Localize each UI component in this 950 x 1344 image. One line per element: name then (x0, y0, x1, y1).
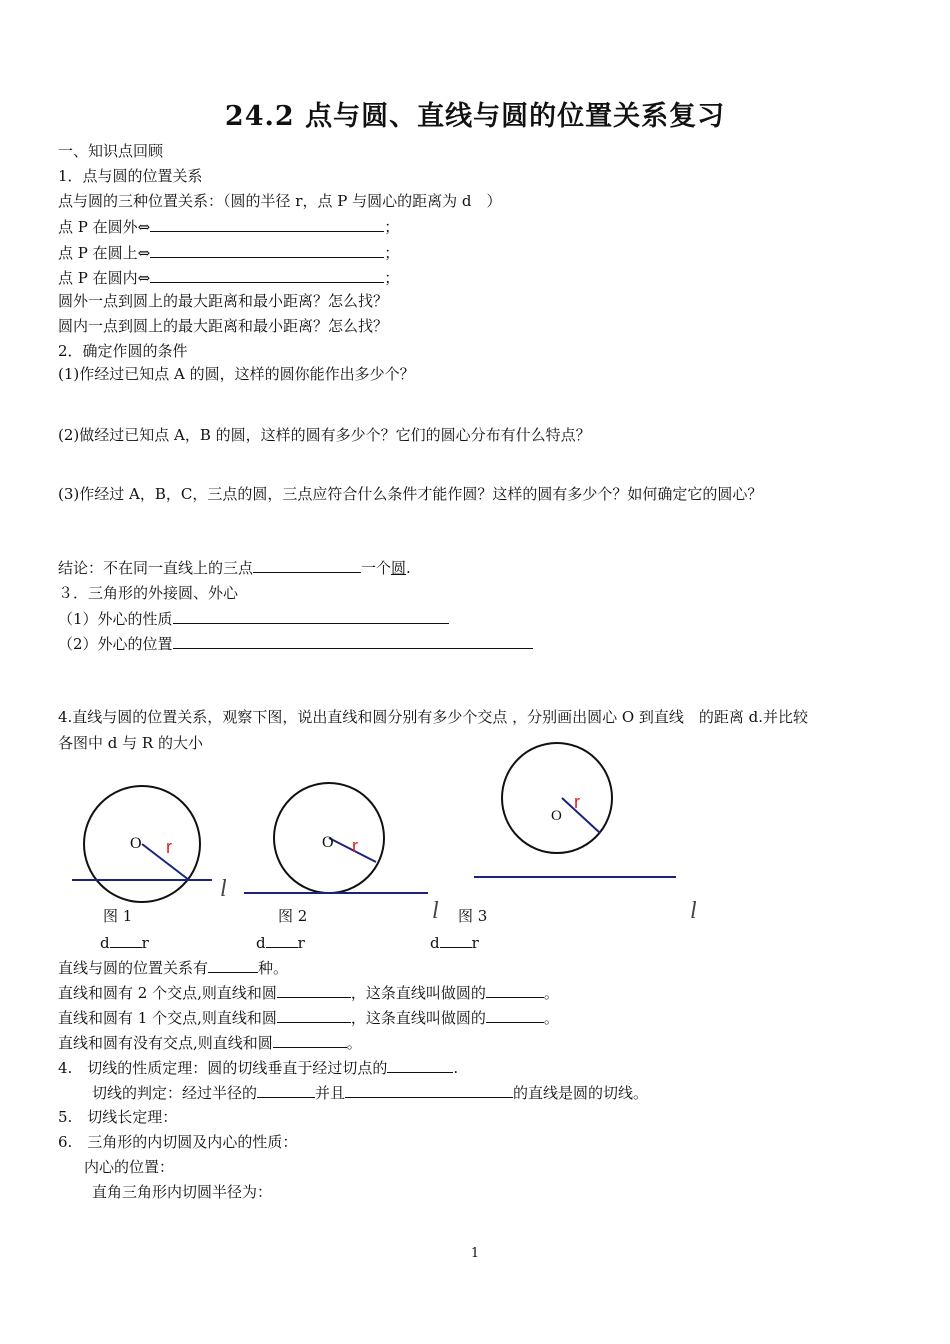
answer-blank[interactable] (387, 1057, 453, 1073)
subsection-heading: 1．点与圆的位置关系 (58, 167, 203, 185)
answer-blank[interactable] (277, 982, 351, 998)
figure-caption: 图 3 (458, 907, 488, 925)
question-line: (1)作经过已知点 A 的圆，这样的圆你能作出多少个？ (58, 365, 415, 383)
fill-line (58, 957, 288, 978)
answer-blank[interactable] (440, 932, 472, 948)
text-line: 内心的位置： (84, 1158, 175, 1176)
answer-blank[interactable] (208, 957, 258, 973)
question-line: 圆内一点到圆上的最大距离和最小距离？怎么找？ (58, 317, 389, 335)
answer-blank[interactable] (486, 982, 544, 998)
line-label: l (690, 898, 697, 924)
radius-label: r (574, 792, 580, 812)
radius-label: r (352, 836, 358, 856)
label: 点 P 在圆外⇔ (58, 218, 151, 236)
page-title: 24.2 点与圆、直线与圆的位置关系复习 (224, 101, 726, 132)
question-line: 圆外一点到圆上的最大距离和最小距离？怎么找？ (58, 292, 389, 310)
label: r (141, 934, 149, 952)
label: 点 P 在圆上⇔ (58, 244, 151, 262)
label: ，这条直线叫做圆的 (350, 984, 486, 1002)
label: d (256, 934, 266, 952)
label: 直线和圆有 1 个交点,则直线和圆 (58, 1009, 277, 1027)
punct: ； (384, 269, 400, 287)
question-line: 4.直线与圆的位置关系，观察下图，说出直线和圆分别有多少个交点 ，分别画出圆心 O 到直线 的距离 d.并比较 (58, 708, 809, 726)
figure-caption: 图 2 (278, 907, 308, 925)
section-heading: 一、知识点回顾 (58, 142, 164, 160)
label: 并且 (315, 1084, 346, 1102)
answer-blank[interactable] (486, 1007, 544, 1023)
figure-2-tangent (244, 783, 439, 924)
fill-line (92, 1082, 648, 1103)
punct: 。 (543, 1009, 559, 1027)
figure-3-disjoint (474, 743, 697, 924)
answer-blank[interactable] (266, 932, 298, 948)
circle (502, 743, 612, 853)
answer-blank[interactable] (257, 1082, 315, 1098)
label: 直线与圆的位置关系有 (58, 959, 209, 977)
punct: 。 (346, 1034, 362, 1052)
label: 圆 (391, 559, 407, 577)
compare-d-r (430, 932, 479, 953)
answer-blank[interactable] (110, 932, 142, 948)
label: 一个 (361, 559, 392, 577)
label: （2）外心的位置 (58, 635, 173, 653)
punct: . (406, 559, 411, 577)
center-label: O (130, 835, 142, 852)
label: 的直线是圆的切线。 (513, 1084, 649, 1102)
question-line: (3)作经过 A，B，C，三点的圆，三点应符合什么条件才能作圆？这样的圆有多少个？如何确定它的圆心？ (58, 485, 763, 503)
text-line: 点与圆的三种位置关系：（圆的半径 r，点 P 与圆心的距离为 d ） (58, 192, 502, 210)
text-line: 直角三角形内切圆半径为： (92, 1183, 273, 1201)
answer-blank[interactable] (277, 1007, 351, 1023)
label: d (430, 934, 440, 952)
label: 4. 切线的性质定理：圆的切线垂直于经过切点的 (58, 1059, 388, 1077)
punct: 。 (543, 984, 559, 1002)
label: d (100, 934, 110, 952)
answer-blank[interactable] (345, 1082, 513, 1098)
label: （1）外心的性质 (58, 610, 173, 628)
text-line: 5. 切线长定理： (58, 1108, 178, 1126)
label: 直线和圆有没有交点,则直线和圆 (58, 1034, 273, 1052)
text-line: 6. 三角形的内切圆及内心的性质： (58, 1133, 298, 1151)
fill-line (58, 1007, 559, 1028)
fill-line (58, 982, 559, 1003)
page-number: 1 (470, 1246, 480, 1261)
label: 切线的判定：经过半径的 (92, 1084, 258, 1102)
answer-blank[interactable] (273, 1032, 347, 1048)
subsection-heading: 2．确定作圆的条件 (58, 342, 188, 360)
fill-line (58, 1032, 362, 1053)
punct: ； (384, 218, 400, 236)
figure-caption: 图 1 (103, 907, 133, 925)
center-label: O (551, 808, 562, 824)
figure-1-secant (72, 786, 227, 902)
question-line: 各图中 d 与 R 的大小 (58, 734, 203, 752)
label: 直线和圆有 2 个交点,则直线和圆 (58, 984, 277, 1002)
question-line: (2)做经过已知点 A，B 的圆，这样的圆有多少个？它们的圆心分布有什么特点？ (58, 426, 591, 444)
punct: . (453, 1059, 459, 1077)
label: r (297, 934, 305, 952)
label: 点 P 在圆内⇔ (58, 269, 151, 287)
fill-line (58, 1057, 458, 1078)
label: 结论：不在同一直线上的三点 (58, 559, 254, 577)
center-label: O (322, 834, 334, 851)
line-label: l (432, 898, 439, 924)
label: ，这条直线叫做圆的 (350, 1009, 486, 1027)
line-label: l (220, 876, 227, 902)
radius-segment (562, 798, 600, 833)
radius-label: r (166, 837, 172, 857)
punct: ； (384, 244, 400, 262)
subsection-heading: ３．三角形的外接圆、外心 (58, 584, 239, 602)
compare-d-r (256, 932, 305, 953)
label: r (471, 934, 479, 952)
label: 种。 (258, 959, 289, 977)
compare-d-r (100, 932, 149, 953)
